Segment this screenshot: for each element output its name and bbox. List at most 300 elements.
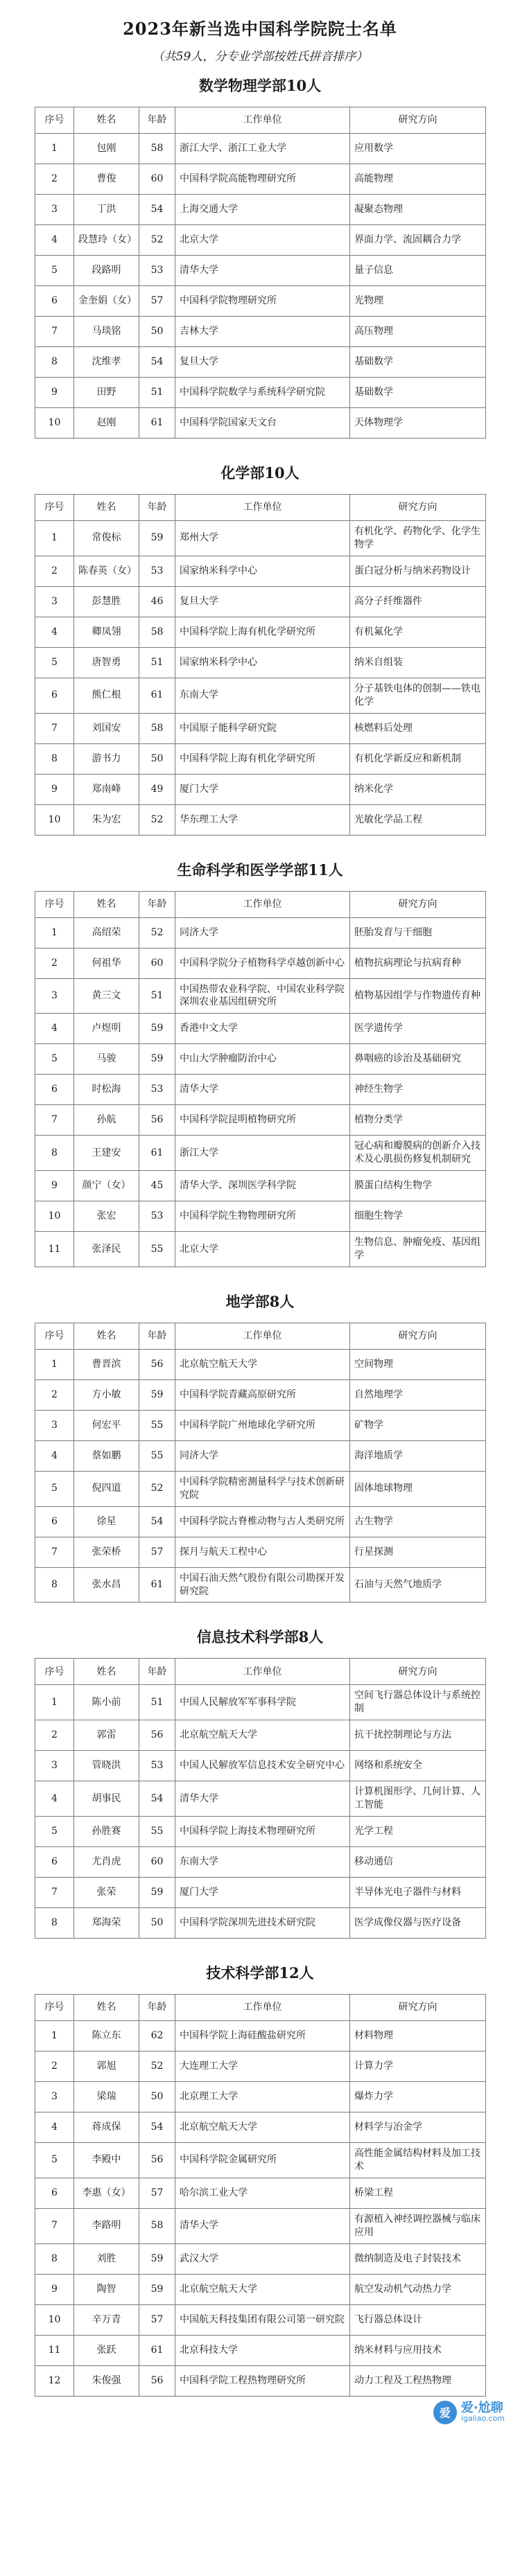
member-name: 常俊标 — [74, 521, 139, 556]
member-name: 倪四道 — [74, 1471, 139, 1506]
row-index: 4 — [35, 1014, 74, 1044]
table-header-row — [35, 495, 486, 521]
member-name: 卿凤翎 — [74, 617, 139, 647]
table-header-row — [35, 1659, 486, 1685]
work-unit: 中国石油天然气股份有限公司勘探开发研究院 — [175, 1567, 350, 1603]
row-index: 6 — [35, 1075, 74, 1105]
member-age: 49 — [139, 774, 175, 804]
work-unit: 中国人民解放军信息技术安全研究中心 — [175, 1751, 350, 1781]
member-age: 56 — [139, 1720, 175, 1751]
table-row — [35, 647, 486, 678]
member-name: 高绍荣 — [74, 917, 139, 948]
research-field: 空间物理 — [350, 1349, 486, 1379]
column-header: 年龄 — [139, 1995, 175, 2021]
research-field: 高分子纤维器件 — [350, 586, 486, 617]
member-age: 61 — [139, 678, 175, 713]
member-age: 61 — [139, 408, 175, 439]
member-name: 段慧玲（女） — [74, 225, 139, 256]
column-header: 研究方向 — [350, 107, 486, 134]
member-age: 56 — [139, 2365, 175, 2396]
work-unit: 中国科学院物理研究所 — [175, 286, 350, 317]
research-field: 光敏化学品工程 — [350, 804, 486, 835]
row-index: 2 — [35, 948, 74, 978]
research-field: 桥梁工程 — [350, 2178, 486, 2208]
row-index: 4 — [35, 225, 74, 256]
document-subtitle: （共59人，分专业学部按姓氏拼音排序） — [152, 50, 368, 64]
table-row — [35, 521, 486, 556]
work-unit: 北京大学 — [175, 225, 350, 256]
members-table — [35, 1994, 486, 2397]
work-unit: 中国科学院昆明植物研究所 — [175, 1105, 350, 1136]
member-age: 55 — [139, 1440, 175, 1471]
work-unit: 华东理工大学 — [175, 804, 350, 835]
member-age: 56 — [139, 1349, 175, 1379]
member-age: 59 — [139, 1379, 175, 1410]
work-unit: 北京航空航天大学 — [175, 1349, 350, 1379]
table-row — [35, 347, 486, 378]
work-unit: 中国科学院高能物理研究所 — [175, 164, 350, 195]
member-name: 郑海荣 — [74, 1908, 139, 1939]
research-field: 固体地球物理 — [350, 1471, 486, 1506]
research-field: 有源植入神经调控器械与临床应用 — [350, 2208, 486, 2243]
member-name: 刘胜 — [74, 2243, 139, 2274]
member-age: 50 — [139, 1908, 175, 1939]
member-name: 陶智 — [74, 2274, 139, 2304]
work-unit: 浙江大学、浙江工业大学 — [175, 134, 350, 164]
members-table — [35, 107, 486, 439]
work-unit: 中国科学院上海硅酸盐研究所 — [175, 2021, 350, 2052]
member-name: 游书力 — [74, 743, 139, 774]
work-unit: 清华大学 — [175, 1781, 350, 1817]
table-row — [35, 1781, 486, 1817]
research-field: 抗干扰控制理论与方法 — [350, 1720, 486, 1751]
work-unit: 北京航空航天大学 — [175, 1720, 350, 1751]
table-row — [35, 2082, 486, 2112]
work-unit: 同济大学 — [175, 917, 350, 948]
row-index: 8 — [35, 1908, 74, 1939]
member-name: 尤肖虎 — [74, 1847, 139, 1878]
section-title: 数学物理学部10人 — [198, 77, 322, 94]
table-row — [35, 978, 486, 1014]
watermark-url: igaliao.com — [460, 2414, 505, 2424]
row-index: 4 — [35, 2112, 74, 2143]
work-unit: 国家纳米科学中心 — [175, 647, 350, 678]
work-unit: 中国科学院金属研究所 — [175, 2143, 350, 2178]
row-index: 7 — [35, 1105, 74, 1136]
table-row — [35, 2335, 486, 2365]
member-age: 59 — [139, 521, 175, 556]
department-section — [35, 1626, 485, 1939]
section-title: 地学部8人 — [225, 1292, 295, 1310]
member-name: 陈春英（女） — [74, 556, 139, 586]
member-age: 54 — [139, 2112, 175, 2143]
column-header: 研究方向 — [350, 1323, 486, 1349]
table-row — [35, 1014, 486, 1044]
table-row — [35, 1171, 486, 1201]
member-age: 61 — [139, 2335, 175, 2365]
work-unit: 清华大学 — [175, 2208, 350, 2243]
row-index: 2 — [35, 1720, 74, 1751]
table-row — [35, 2208, 486, 2243]
row-index: 7 — [35, 1878, 74, 1908]
table-row — [35, 317, 486, 347]
research-field: 空间飞行器总体设计与系统控制 — [350, 1685, 486, 1720]
column-header: 姓名 — [74, 891, 139, 917]
row-index: 7 — [35, 2208, 74, 2243]
research-field: 医学遗传学 — [350, 1014, 486, 1044]
table-row — [35, 1817, 486, 1847]
member-name: 蔡如鹏 — [74, 1440, 139, 1471]
work-unit: 中国科学院广州地球化学研究所 — [175, 1410, 350, 1440]
member-name: 黄三文 — [74, 978, 139, 1014]
member-name: 时松海 — [74, 1075, 139, 1105]
work-unit: 武汉大学 — [175, 2243, 350, 2274]
table-row — [35, 286, 486, 317]
row-index: 2 — [35, 556, 74, 586]
member-age: 52 — [139, 1471, 175, 1506]
row-index: 8 — [35, 2243, 74, 2274]
member-age: 54 — [139, 347, 175, 378]
member-age: 61 — [139, 1567, 175, 1603]
member-name: 梁瑞 — [74, 2082, 139, 2112]
research-field: 纳米化学 — [350, 774, 486, 804]
column-header: 研究方向 — [350, 1659, 486, 1685]
member-name: 卢煜明 — [74, 1014, 139, 1044]
member-age: 54 — [139, 195, 175, 225]
research-field: 膜蛋白结构生物学 — [350, 1171, 486, 1201]
row-index: 5 — [35, 1817, 74, 1847]
table-row — [35, 2143, 486, 2178]
table-row — [35, 1751, 486, 1781]
row-index: 2 — [35, 164, 74, 195]
member-age: 55 — [139, 1232, 175, 1267]
work-unit: 中山大学肿瘤防治中心 — [175, 1044, 350, 1075]
column-header: 年龄 — [139, 107, 175, 134]
member-name: 丁洪 — [74, 195, 139, 225]
work-unit: 复旦大学 — [175, 347, 350, 378]
row-index: 7 — [35, 317, 74, 347]
table-row — [35, 378, 486, 408]
section-title: 信息技术科学部8人 — [196, 1628, 324, 1646]
row-index: 9 — [35, 2274, 74, 2304]
column-header: 姓名 — [74, 1323, 139, 1349]
table-row — [35, 2243, 486, 2274]
research-field: 应用数学 — [350, 134, 486, 164]
watermark-name: 爱·尬聊 — [460, 2400, 503, 2415]
member-age: 53 — [139, 556, 175, 586]
table-row — [35, 164, 486, 195]
member-age: 55 — [139, 1410, 175, 1440]
research-field: 分子基铁电体的创制——铁电化学 — [350, 678, 486, 713]
column-header: 工作单位 — [175, 891, 350, 917]
work-unit: 同济大学 — [175, 1440, 350, 1471]
work-unit: 大连理工大学 — [175, 2052, 350, 2082]
table-row — [35, 1878, 486, 1908]
row-index: 5 — [35, 256, 74, 286]
table-row — [35, 1720, 486, 1751]
member-name: 辛万青 — [74, 2304, 139, 2335]
table-row — [35, 1075, 486, 1105]
row-index: 11 — [35, 1232, 74, 1267]
work-unit: 中国热带农业科学院、中国农业科学院深圳农业基因组研究所 — [175, 978, 350, 1014]
research-field: 石油与天然气地质学 — [350, 1567, 486, 1603]
table-header-row — [35, 891, 486, 917]
member-name: 朱为宏 — [74, 804, 139, 835]
member-age: 54 — [139, 1506, 175, 1537]
research-field: 医学成像仪器与医疗设备 — [350, 1908, 486, 1939]
work-unit: 探月与航天工程中心 — [175, 1537, 350, 1567]
row-index: 12 — [35, 2365, 74, 2396]
row-index: 6 — [35, 2178, 74, 2208]
member-name: 胡事民 — [74, 1781, 139, 1817]
table-row — [35, 1440, 486, 1471]
research-field: 海洋地质学 — [350, 1440, 486, 1471]
row-index: 4 — [35, 1781, 74, 1817]
work-unit: 国家纳米科学中心 — [175, 556, 350, 586]
work-unit: 中国科学院深圳先进技术研究院 — [175, 1908, 350, 1939]
work-unit: 清华大学 — [175, 256, 350, 286]
table-row — [35, 1567, 486, 1603]
work-unit: 浙江大学 — [175, 1136, 350, 1171]
table-row — [35, 195, 486, 225]
work-unit: 厦门大学 — [175, 774, 350, 804]
member-age: 58 — [139, 713, 175, 743]
member-name: 包刚 — [74, 134, 139, 164]
table-row — [35, 2274, 486, 2304]
work-unit: 上海交通大学 — [175, 195, 350, 225]
row-index: 6 — [35, 286, 74, 317]
column-header: 姓名 — [74, 1659, 139, 1685]
row-index: 3 — [35, 2082, 74, 2112]
research-field: 高能物理 — [350, 164, 486, 195]
member-age: 59 — [139, 1878, 175, 1908]
table-row — [35, 1044, 486, 1075]
research-field: 植物分类学 — [350, 1105, 486, 1136]
row-index: 10 — [35, 804, 74, 835]
row-index: 3 — [35, 978, 74, 1014]
table-row — [35, 1379, 486, 1410]
column-header: 姓名 — [74, 1995, 139, 2021]
row-index: 8 — [35, 1567, 74, 1603]
research-field: 移动通信 — [350, 1847, 486, 1878]
table-row — [35, 1349, 486, 1379]
table-row — [35, 1537, 486, 1567]
column-header: 工作单位 — [175, 1323, 350, 1349]
members-table — [35, 1323, 486, 1603]
table-row — [35, 774, 486, 804]
member-age: 57 — [139, 2304, 175, 2335]
row-index: 7 — [35, 713, 74, 743]
work-unit: 中国科学院数学与系统科学研究院 — [175, 378, 350, 408]
research-field: 鼻咽癌的诊治及基础研究 — [350, 1044, 486, 1075]
row-index: 8 — [35, 743, 74, 774]
member-age: 53 — [139, 1201, 175, 1232]
member-name: 颜宁（女） — [74, 1171, 139, 1201]
table-row — [35, 1410, 486, 1440]
member-age: 55 — [139, 1817, 175, 1847]
row-index: 10 — [35, 2304, 74, 2335]
member-name: 陈小前 — [74, 1685, 139, 1720]
member-age: 59 — [139, 2274, 175, 2304]
work-unit: 清华大学、深圳医学科学院 — [175, 1171, 350, 1201]
research-field: 飞行器总体设计 — [350, 2304, 486, 2335]
column-header: 序号 — [35, 1995, 74, 2021]
table-row — [35, 225, 486, 256]
member-name: 曹晋滨 — [74, 1349, 139, 1379]
member-name: 朱俊强 — [74, 2365, 139, 2396]
member-age: 51 — [139, 978, 175, 1014]
research-field: 基础数学 — [350, 378, 486, 408]
table-row — [35, 948, 486, 978]
column-header: 序号 — [35, 107, 74, 134]
member-age: 59 — [139, 1014, 175, 1044]
work-unit: 中国科学院上海有机化学研究所 — [175, 743, 350, 774]
work-unit: 中国科学院古脊椎动物与古人类研究所 — [175, 1506, 350, 1537]
research-field: 高性能金属结构材料及加工技术 — [350, 2143, 486, 2178]
work-unit: 中国科学院分子植物科学卓越创新中心 — [175, 948, 350, 978]
row-index: 5 — [35, 1471, 74, 1506]
research-field: 计算力学 — [350, 2052, 486, 2082]
row-index: 10 — [35, 408, 74, 439]
table-row — [35, 804, 486, 835]
member-name: 马琰铭 — [74, 317, 139, 347]
member-name: 陈立东 — [74, 2021, 139, 2052]
work-unit: 中国科学院上海技术物理研究所 — [175, 1817, 350, 1847]
column-header: 序号 — [35, 1659, 74, 1685]
table-row — [35, 2178, 486, 2208]
column-header: 工作单位 — [175, 495, 350, 521]
research-field: 材料学与冶金学 — [350, 2112, 486, 2143]
research-field: 光物理 — [350, 286, 486, 317]
table-row — [35, 256, 486, 286]
work-unit: 东南大学 — [175, 1847, 350, 1878]
research-field: 植物基因组学与作物遗传育种 — [350, 978, 486, 1014]
column-header: 研究方向 — [350, 495, 486, 521]
row-index: 8 — [35, 1136, 74, 1171]
row-index: 4 — [35, 617, 74, 647]
member-age: 52 — [139, 2052, 175, 2082]
column-header: 工作单位 — [175, 1659, 350, 1685]
work-unit: 香港中文大学 — [175, 1014, 350, 1044]
member-age: 50 — [139, 317, 175, 347]
member-age: 58 — [139, 617, 175, 647]
work-unit: 厦门大学 — [175, 1878, 350, 1908]
table-row — [35, 2304, 486, 2335]
row-index: 1 — [35, 917, 74, 948]
member-age: 52 — [139, 804, 175, 835]
member-age: 53 — [139, 1075, 175, 1105]
member-age: 62 — [139, 2021, 175, 2052]
row-index: 2 — [35, 2052, 74, 2082]
member-age: 58 — [139, 134, 175, 164]
member-name: 徐星 — [74, 1506, 139, 1537]
work-unit: 吉林大学 — [175, 317, 350, 347]
member-name: 唐智勇 — [74, 647, 139, 678]
column-header: 序号 — [35, 891, 74, 917]
member-name: 彭慧胜 — [74, 586, 139, 617]
research-field: 冠心病和瓣膜病的创新介入技术及心肌损伤修复机制研究 — [350, 1136, 486, 1171]
work-unit: 北京航空航天大学 — [175, 2274, 350, 2304]
member-age: 52 — [139, 225, 175, 256]
research-field: 细胞生物学 — [350, 1201, 486, 1232]
row-index: 5 — [35, 647, 74, 678]
work-unit: 郑州大学 — [175, 521, 350, 556]
table-row — [35, 617, 486, 647]
column-header: 年龄 — [139, 891, 175, 917]
table-row — [35, 1847, 486, 1878]
member-age: 61 — [139, 1136, 175, 1171]
member-age: 53 — [139, 1751, 175, 1781]
research-field: 胚胎发育与干细胞 — [350, 917, 486, 948]
table-row — [35, 678, 486, 713]
column-header: 序号 — [35, 495, 74, 521]
column-header: 研究方向 — [350, 891, 486, 917]
member-name: 郑南峰 — [74, 774, 139, 804]
member-name: 张荣桥 — [74, 1537, 139, 1567]
work-unit: 中国原子能科学研究院 — [175, 713, 350, 743]
site-watermark — [433, 2401, 505, 2424]
row-index: 1 — [35, 521, 74, 556]
member-age: 51 — [139, 647, 175, 678]
member-name: 张跃 — [74, 2335, 139, 2365]
work-unit: 北京大学 — [175, 1232, 350, 1267]
work-unit: 中国科学院精密测量科学与技术创新研究院 — [175, 1471, 350, 1506]
member-name: 熊仁根 — [74, 678, 139, 713]
column-header: 研究方向 — [350, 1995, 486, 2021]
table-header-row — [35, 1995, 486, 2021]
research-field: 核燃料后处理 — [350, 713, 486, 743]
research-field: 材料物理 — [350, 2021, 486, 2052]
research-field: 纳米材料与应用技术 — [350, 2335, 486, 2365]
row-index: 10 — [35, 1201, 74, 1232]
table-row — [35, 2112, 486, 2143]
row-index: 4 — [35, 1440, 74, 1471]
research-field: 行星探测 — [350, 1537, 486, 1567]
row-index: 7 — [35, 1537, 74, 1567]
research-field: 计算机图形学、几何计算、人工智能 — [350, 1781, 486, 1817]
research-field: 基础数学 — [350, 347, 486, 378]
document-title: 2023年新当选中国科学院院士名单 — [123, 19, 397, 39]
research-field: 光学工程 — [350, 1817, 486, 1847]
member-name: 方小敏 — [74, 1379, 139, 1410]
work-unit: 中国科学院国家天文台 — [175, 408, 350, 439]
member-age: 58 — [139, 2208, 175, 2243]
work-unit: 北京航空航天大学 — [175, 2112, 350, 2143]
table-row — [35, 1201, 486, 1232]
row-index: 1 — [35, 2021, 74, 2052]
row-index: 1 — [35, 1349, 74, 1379]
table-header-row — [35, 1323, 486, 1349]
column-header: 年龄 — [139, 495, 175, 521]
research-field: 纳米自组装 — [350, 647, 486, 678]
row-index: 3 — [35, 586, 74, 617]
research-field: 古生物学 — [350, 1506, 486, 1537]
research-field: 量子信息 — [350, 256, 486, 286]
research-field: 网络和系统安全 — [350, 1751, 486, 1781]
research-field: 有机化学新反应和新机制 — [350, 743, 486, 774]
work-unit: 中国科学院上海有机化学研究所 — [175, 617, 350, 647]
member-name: 何祖华 — [74, 948, 139, 978]
research-field: 有机化学、药物化学、化学生物学 — [350, 521, 486, 556]
research-field: 神经生物学 — [350, 1075, 486, 1105]
row-index: 6 — [35, 678, 74, 713]
member-age: 57 — [139, 2178, 175, 2208]
table-row — [35, 1232, 486, 1267]
row-index: 5 — [35, 2143, 74, 2178]
research-field: 航空发动机气动热力学 — [350, 2274, 486, 2304]
section-title: 生命科学和医学学部11人 — [177, 861, 343, 879]
member-age: 54 — [139, 1781, 175, 1817]
